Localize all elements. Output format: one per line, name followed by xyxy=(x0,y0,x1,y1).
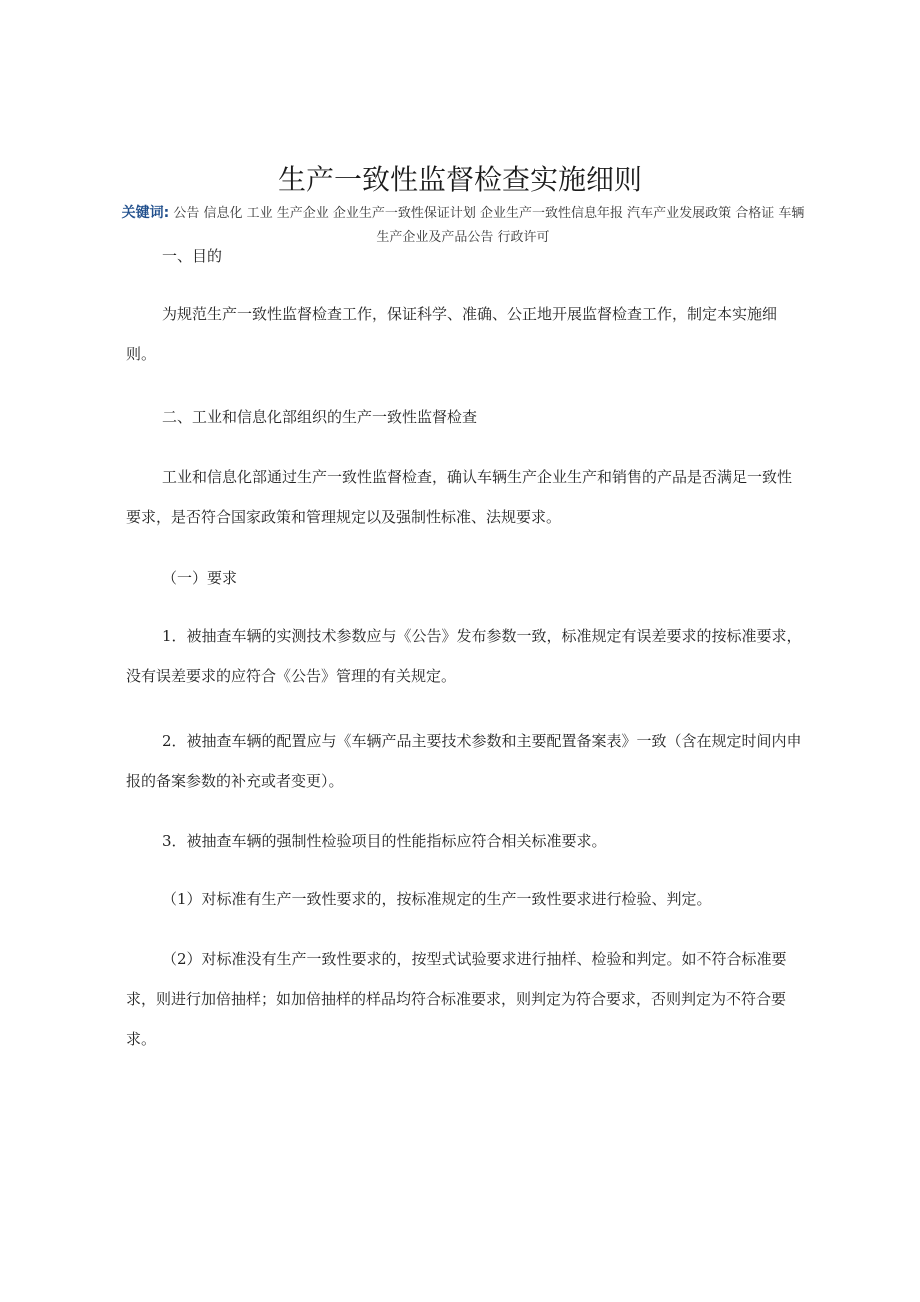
section-heading-miit-inspection xyxy=(126,397,806,437)
document-title: 生产一致性监督检查实施细则 xyxy=(277,163,642,196)
requirement-sub-item-1 xyxy=(126,879,806,919)
paragraph-miit-inspection xyxy=(126,457,806,537)
paragraph-text: （2）对标准没有生产一致性要求的，按型式试验要求进行抽样、检验和判定。如不符合标准要求，则进行加倍抽样；如加倍抽样的样品均符合标准要求，则判定为符合要求，否则判定为不符合要求。 xyxy=(126,950,787,1048)
paragraph-text: 为规范生产一致性监督检查工作，保证科学、准确、公正地开展监督检查工作，制定本实施细则。 xyxy=(126,305,778,363)
paragraph-text: 2．被抽查车辆的配置应与《车辆产品主要技术参数和主要配置备案表》一致（含在规定时间内申报的备案参数的补充或者变更）。 xyxy=(126,732,802,790)
subheading-requirements xyxy=(126,558,806,598)
paragraph-purpose xyxy=(126,294,806,374)
requirement-item-1 xyxy=(126,616,806,696)
paragraph-text: 1．被抽查车辆的实测技术参数应与《公告》发布参数一致，标准规定有误差要求的按标准要求，没有误差要求的应符合《公告》管理的有关规定。 xyxy=(126,627,802,685)
paragraph-text: 二、工业和信息化部组织的生产一致性监督检查 xyxy=(162,408,478,426)
paragraph-text: 3．被抽查车辆的强制性检验项目的性能指标应符合相关标准要求。 xyxy=(162,832,607,850)
paragraph-text: （1）对标准有生产一致性要求的，按标准规定的生产一致性要求进行检验、判定。 xyxy=(162,890,712,908)
keywords-label: 关键词: xyxy=(121,205,170,221)
paragraph-text: （一）要求 xyxy=(162,569,238,587)
paragraph-text: 工业和信息化部通过生产一致性监督检查，确认车辆生产企业生产和销售的产品是否满足一致性要求，是否符合国家政策和管理规定以及强制性标准、法规要求。 xyxy=(126,468,793,526)
keywords-text: 公告 信息化 工业 生产企业 企业生产一致性保证计划 企业生产一致性信息年报 汽车产业发展政策 合格证 车辆生产企业及产品公告 行政许可 xyxy=(173,206,805,245)
requirement-item-2 xyxy=(126,721,806,801)
requirement-sub-item-2 xyxy=(126,939,806,1059)
requirement-item-3 xyxy=(126,821,806,861)
paragraph-text: 一、目的 xyxy=(162,247,223,265)
section-heading-purpose xyxy=(126,236,806,276)
